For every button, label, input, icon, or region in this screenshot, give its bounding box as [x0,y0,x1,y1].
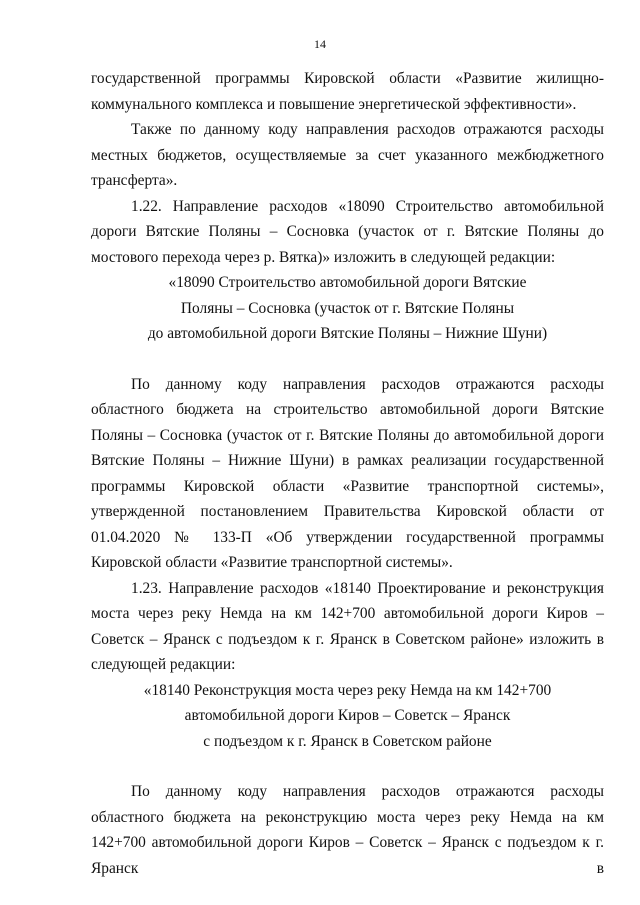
paragraph-18090-description: По данному коду направления расходов отражаются расходы областного бюджета на строительство автомобильной дороги Вятские Поляны – Сосновка (участок от г. Вятские Поляны до автомобильной дороги Вятские Поляны – Нижние Шуни) в рамках реализации государственной программы Кировской области «Развитие транспортной системы», утвержденной постановлением Правительства Кировской области от 01.04.2020 № 133-П «Об утверждении государственной программы Кировской области «Развитие транспортной системы». [91,375,604,571]
page-number: 14 [314,37,326,51]
heading-18140 [91,678,604,755]
paragraph-item-1-22: 1.22. Направление расходов «18090 Строительство автомобильной дороги Вятские Поляны – Сосновка (участок от г. Вятские Поляны до мостового перехода через р. Вятка)» изложить в следующей редакции: [91,197,604,266]
paragraph-local-budgets: Также по данному коду направления расходов отражаются расходы местных бюджетов, осуществляемые за счет указанного межбюджетного трансферта». [91,121,604,189]
paragraph-continuation: государственной программы Кировской области «Развитие жилищно-коммунального комплекса и повышение энергетической эффективности». [91,70,604,113]
spacer [91,754,604,779]
heading-18090 [91,270,604,347]
paragraph-18140-description: По данному коду направления расходов отражаются расходы областного бюджета на реконструкцию моста через реку Немда на км 142+700 автомобильной дороги Киров – Советск – Яранск с подъездом к г. Яранск в [91,783,604,877]
heading-line: с подъездом к г. Яранск в Советском районе [203,732,492,750]
document-body [91,66,604,881]
heading-line: «18090 Строительство автомобильной дороги Вятские [168,274,527,291]
spacer [91,347,604,372]
heading-line: Поляны – Сосновка (участок от г. Вятские Поляны [180,299,515,317]
heading-line: автомобильной дороги Киров – Советск – Яранск [184,707,511,724]
heading-line: «18140 Реконструкция моста через реку Немда на км 142+700 [143,681,552,699]
heading-line: до автомобильной дороги Вятские Поляны – Нижние Шуни) [147,325,548,342]
paragraph-item-1-23: 1.23. Направление расходов «18140 Проектирование и реконструкция моста через реку Немда на км 142+700 автомобильной дороги Киров – Советск – Яранск с подъездом к г. Яранск в Советском районе» изложить в следующей редакции: [91,579,604,673]
